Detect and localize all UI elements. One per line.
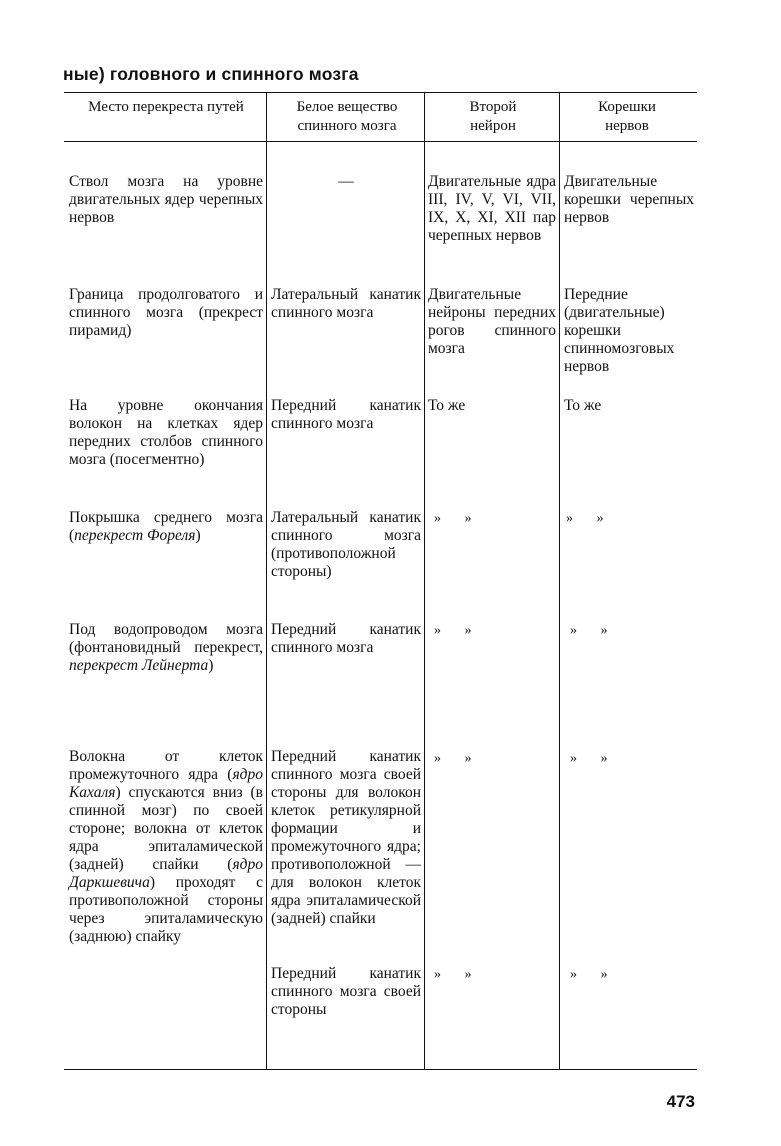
table-cell-roots: Передние (двигательные) корешки спинномозговых нервов <box>564 286 675 375</box>
table-cell-roots: Двигательные корешки черепных нервов <box>564 173 694 226</box>
table-cell-white-matter: — <box>338 173 354 190</box>
table-cell-white-matter: Передний канатик спинного мозга <box>271 397 421 432</box>
table-cell-second-neuron: Двигательные ядра III, IV, V, VI, VII, IX, X, XI, XII пар черепных нервов <box>428 173 556 244</box>
table-cell-place: Покрышка среднего мозга (перекрест Фореля) <box>69 509 263 544</box>
table-cell-white-matter: Латеральный канатик спинного мозга (противоположной стороны) <box>271 509 421 580</box>
ditto-mark: » » <box>570 967 618 982</box>
table-cell-white-matter: Латеральный канатик спинного мозга <box>271 286 421 321</box>
column-divider <box>424 93 425 1069</box>
table-cell-place: На уровне окончания волокон на клетках ядер передних столбов спинного мозга (посегментно) <box>69 397 263 468</box>
eponym-italic: перекрест Фореля <box>74 527 196 544</box>
column-header-roots: Корешки нервов <box>598 99 656 134</box>
ditto-mark: » » <box>566 511 614 526</box>
ditto-mark: » » <box>434 967 482 982</box>
table-top-rule <box>64 92 697 93</box>
table-cell-place: Граница продолговатого и спинного мозга (прекрест пирамид) <box>69 286 263 339</box>
table-cell-white-matter: Передний канатик спинного мозга своей стороны для волокон клеток ретикулярной формации и промежуточного ядра; противоположной — для волокон клеток ядра эпиталамической (задней) спайки <box>271 748 421 927</box>
ditto-mark: » » <box>434 623 482 638</box>
section-heading: ные) головного и спинного мозга <box>63 64 359 84</box>
column-divider <box>266 93 267 1069</box>
column-header-second-neuron: Второй нейрон <box>469 99 517 134</box>
table-cell-roots: То же <box>564 397 602 414</box>
column-header-place: Место перекреста путей <box>88 99 244 115</box>
table-cell-place: Ствол мозга на уровне двигательных ядер черепных нервов <box>69 173 263 226</box>
ditto-mark: » » <box>434 511 482 526</box>
ditto-mark: » » <box>570 751 618 766</box>
column-header-white-matter: Белое вещество спинного мозга <box>296 99 398 134</box>
table-cell-white-matter: Передний канатик спинного мозга <box>271 621 421 656</box>
column-divider <box>559 93 560 1069</box>
eponym-italic: перекрест Лейнерта <box>69 657 209 674</box>
table-bottom-rule <box>64 1069 697 1070</box>
table-cell-second-neuron: Двигательные нейроны передних рогов спинного мозга <box>428 286 556 357</box>
eponym-italic: ядро Кахаля <box>69 766 263 801</box>
table-cell-second-neuron: То же <box>428 397 466 414</box>
table-header-rule <box>64 141 697 142</box>
ditto-mark: » » <box>434 751 482 766</box>
table-cell-white-matter: Передний канатик спинного мозга своей стороны <box>271 965 421 1018</box>
eponym-italic: ядро Даркшевича <box>69 856 263 891</box>
page-number: 473 <box>666 1092 695 1111</box>
ditto-mark: » » <box>570 623 618 638</box>
table-cell-place: Волокна от клеток промежуточного ядра (ядро Кахаля) спускаются вниз (в спинной мозг) по своей стороне; волокна от клеток ядра эпиталамической (задней) спайки (ядро Даркшевича) проходят с противоположной стороны через эпиталамическую (заднюю) спайку <box>69 748 263 945</box>
table-cell-place: Под водопроводом мозга (фонтановидный перекрест, перекрест Лейнерта) <box>69 621 263 674</box>
